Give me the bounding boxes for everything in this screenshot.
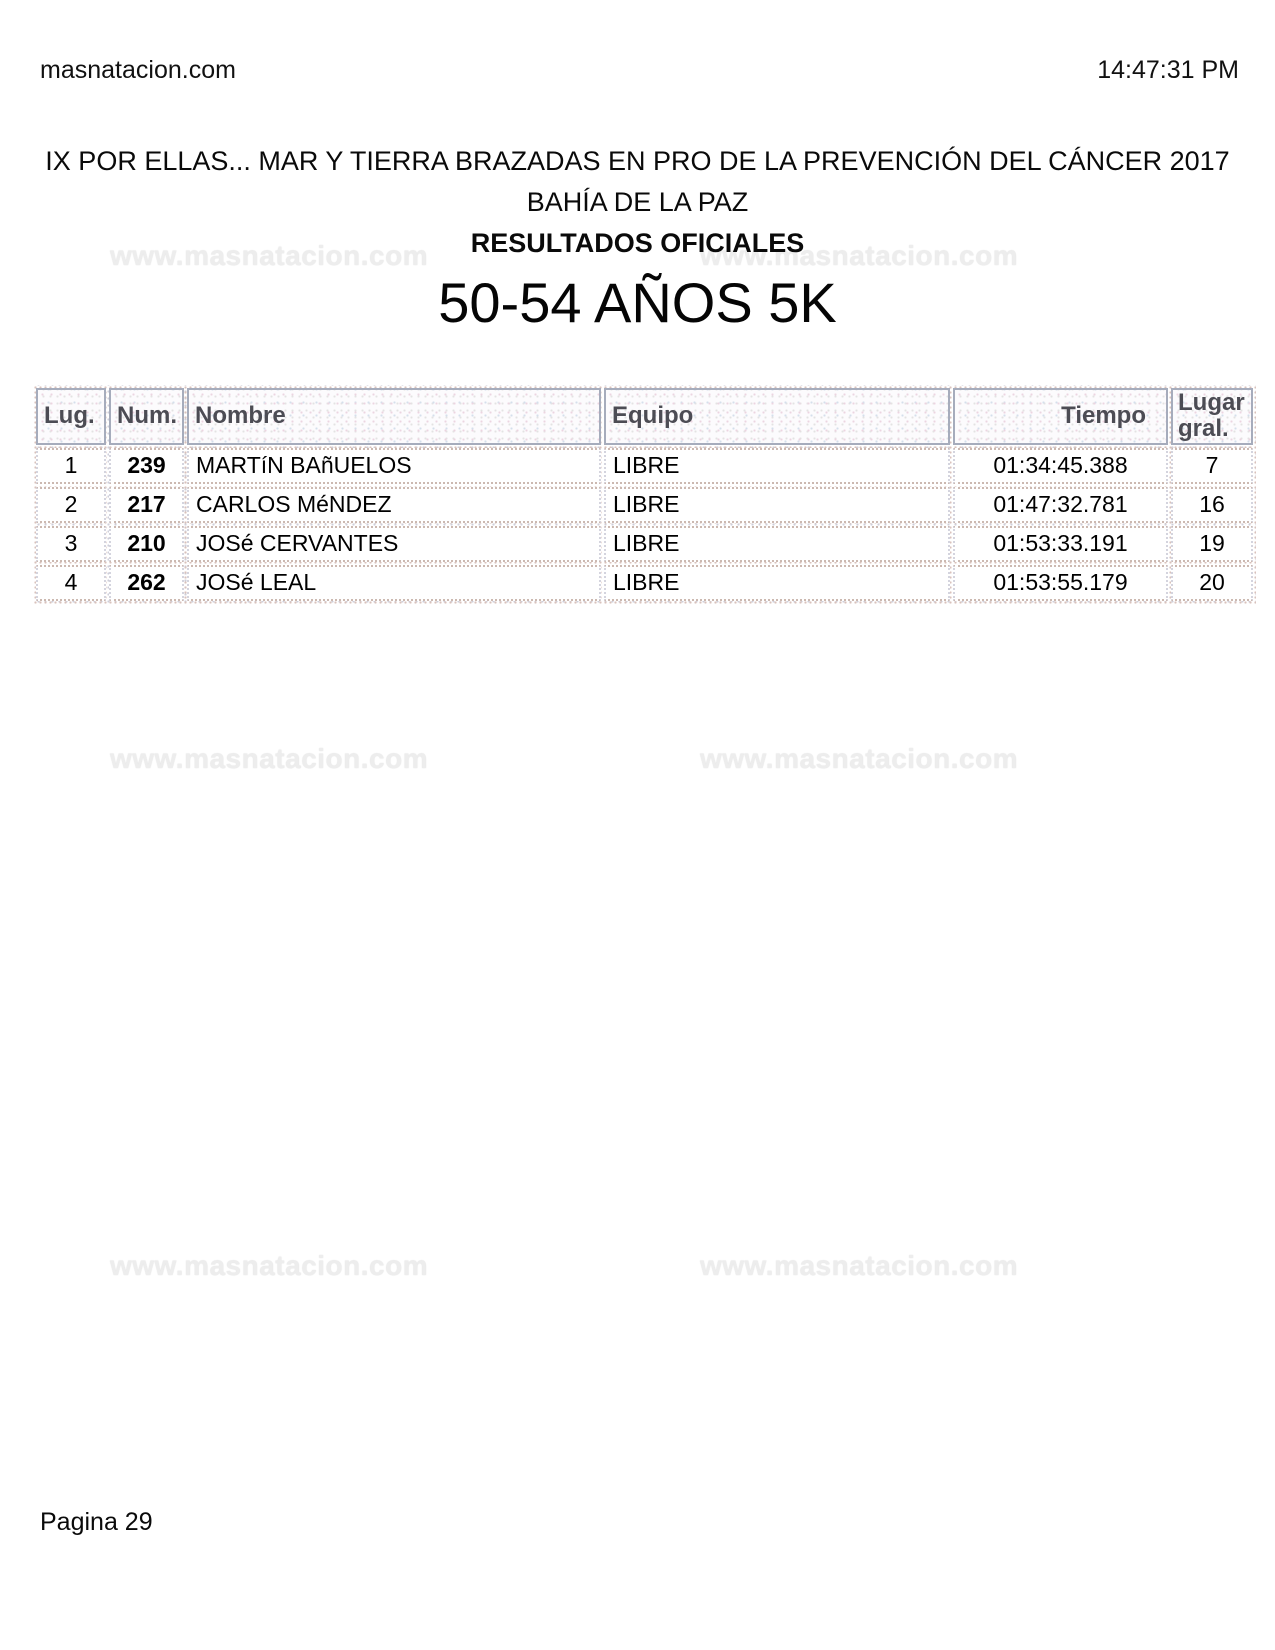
cell-equipo: LIBRE [604, 565, 950, 601]
table-header-row [36, 388, 1253, 445]
table-row [36, 448, 1253, 484]
cell-nombre: MARTíN BAñUELOS [187, 448, 601, 484]
results-table [33, 385, 1256, 604]
cell-num: 262 [109, 565, 184, 601]
cell-num: 210 [109, 526, 184, 562]
cell-equipo: LIBRE [604, 487, 950, 523]
timestamp: 14:47:31 PM [1097, 56, 1239, 84]
col-header-lugar-gral: Lugar gral. [1171, 388, 1253, 445]
cell-equipo: LIBRE [604, 448, 950, 484]
watermark: www.masnatacion.com [700, 1250, 1019, 1281]
watermark: www.masnatacion.com [700, 240, 1019, 271]
event-title-line1: IX POR ELLAS... MAR Y TIERRA BRAZADAS EN PRO DE LA PREVENCIÓN DEL CÁNCER 2017 [45, 146, 1230, 176]
cell-lug: 1 [36, 448, 106, 484]
cell-lugar-gral: 19 [1171, 526, 1253, 562]
table-row [36, 487, 1253, 523]
col-header-num: Num. [109, 388, 184, 445]
event-title-line3: RESULTADOS OFICIALES [470, 228, 805, 258]
col-header-nombre: Nombre [187, 388, 601, 445]
cell-tiempo: 01:53:33.191 [953, 526, 1168, 562]
col-header-lug: Lug. [36, 388, 106, 445]
cell-lugar-gral: 20 [1171, 565, 1253, 601]
page-footer: Pagina 29 [40, 1508, 153, 1536]
watermark: www.masnatacion.com [110, 1250, 429, 1281]
cell-nombre: JOSé CERVANTES [187, 526, 601, 562]
watermark: www.masnatacion.com [700, 743, 1019, 774]
cell-tiempo: 01:47:32.781 [953, 487, 1168, 523]
cell-tiempo: 01:53:55.179 [953, 565, 1168, 601]
cell-lug: 4 [36, 565, 106, 601]
cell-num: 239 [109, 448, 184, 484]
cell-tiempo: 01:34:45.388 [953, 448, 1168, 484]
event-title-line2: BAHÍA DE LA PAZ [526, 187, 749, 217]
col-header-equipo: Equipo [604, 388, 950, 445]
col-header-tiempo: Tiempo [953, 388, 1168, 445]
watermark: www.masnatacion.com [110, 743, 429, 774]
cell-lugar-gral: 7 [1171, 448, 1253, 484]
cell-nombre: CARLOS MéNDEZ [187, 487, 601, 523]
cell-lug: 2 [36, 487, 106, 523]
cell-lugar-gral: 16 [1171, 487, 1253, 523]
cell-nombre: JOSé LEAL [187, 565, 601, 601]
site-label: masnatacion.com [40, 56, 236, 84]
category-title: 50-54 AÑOS 5K [438, 271, 837, 334]
cell-equipo: LIBRE [604, 526, 950, 562]
cell-lug: 3 [36, 526, 106, 562]
table-row [36, 565, 1253, 601]
watermark: www.masnatacion.com [110, 240, 429, 271]
cell-num: 217 [109, 487, 184, 523]
table-row [36, 526, 1253, 562]
